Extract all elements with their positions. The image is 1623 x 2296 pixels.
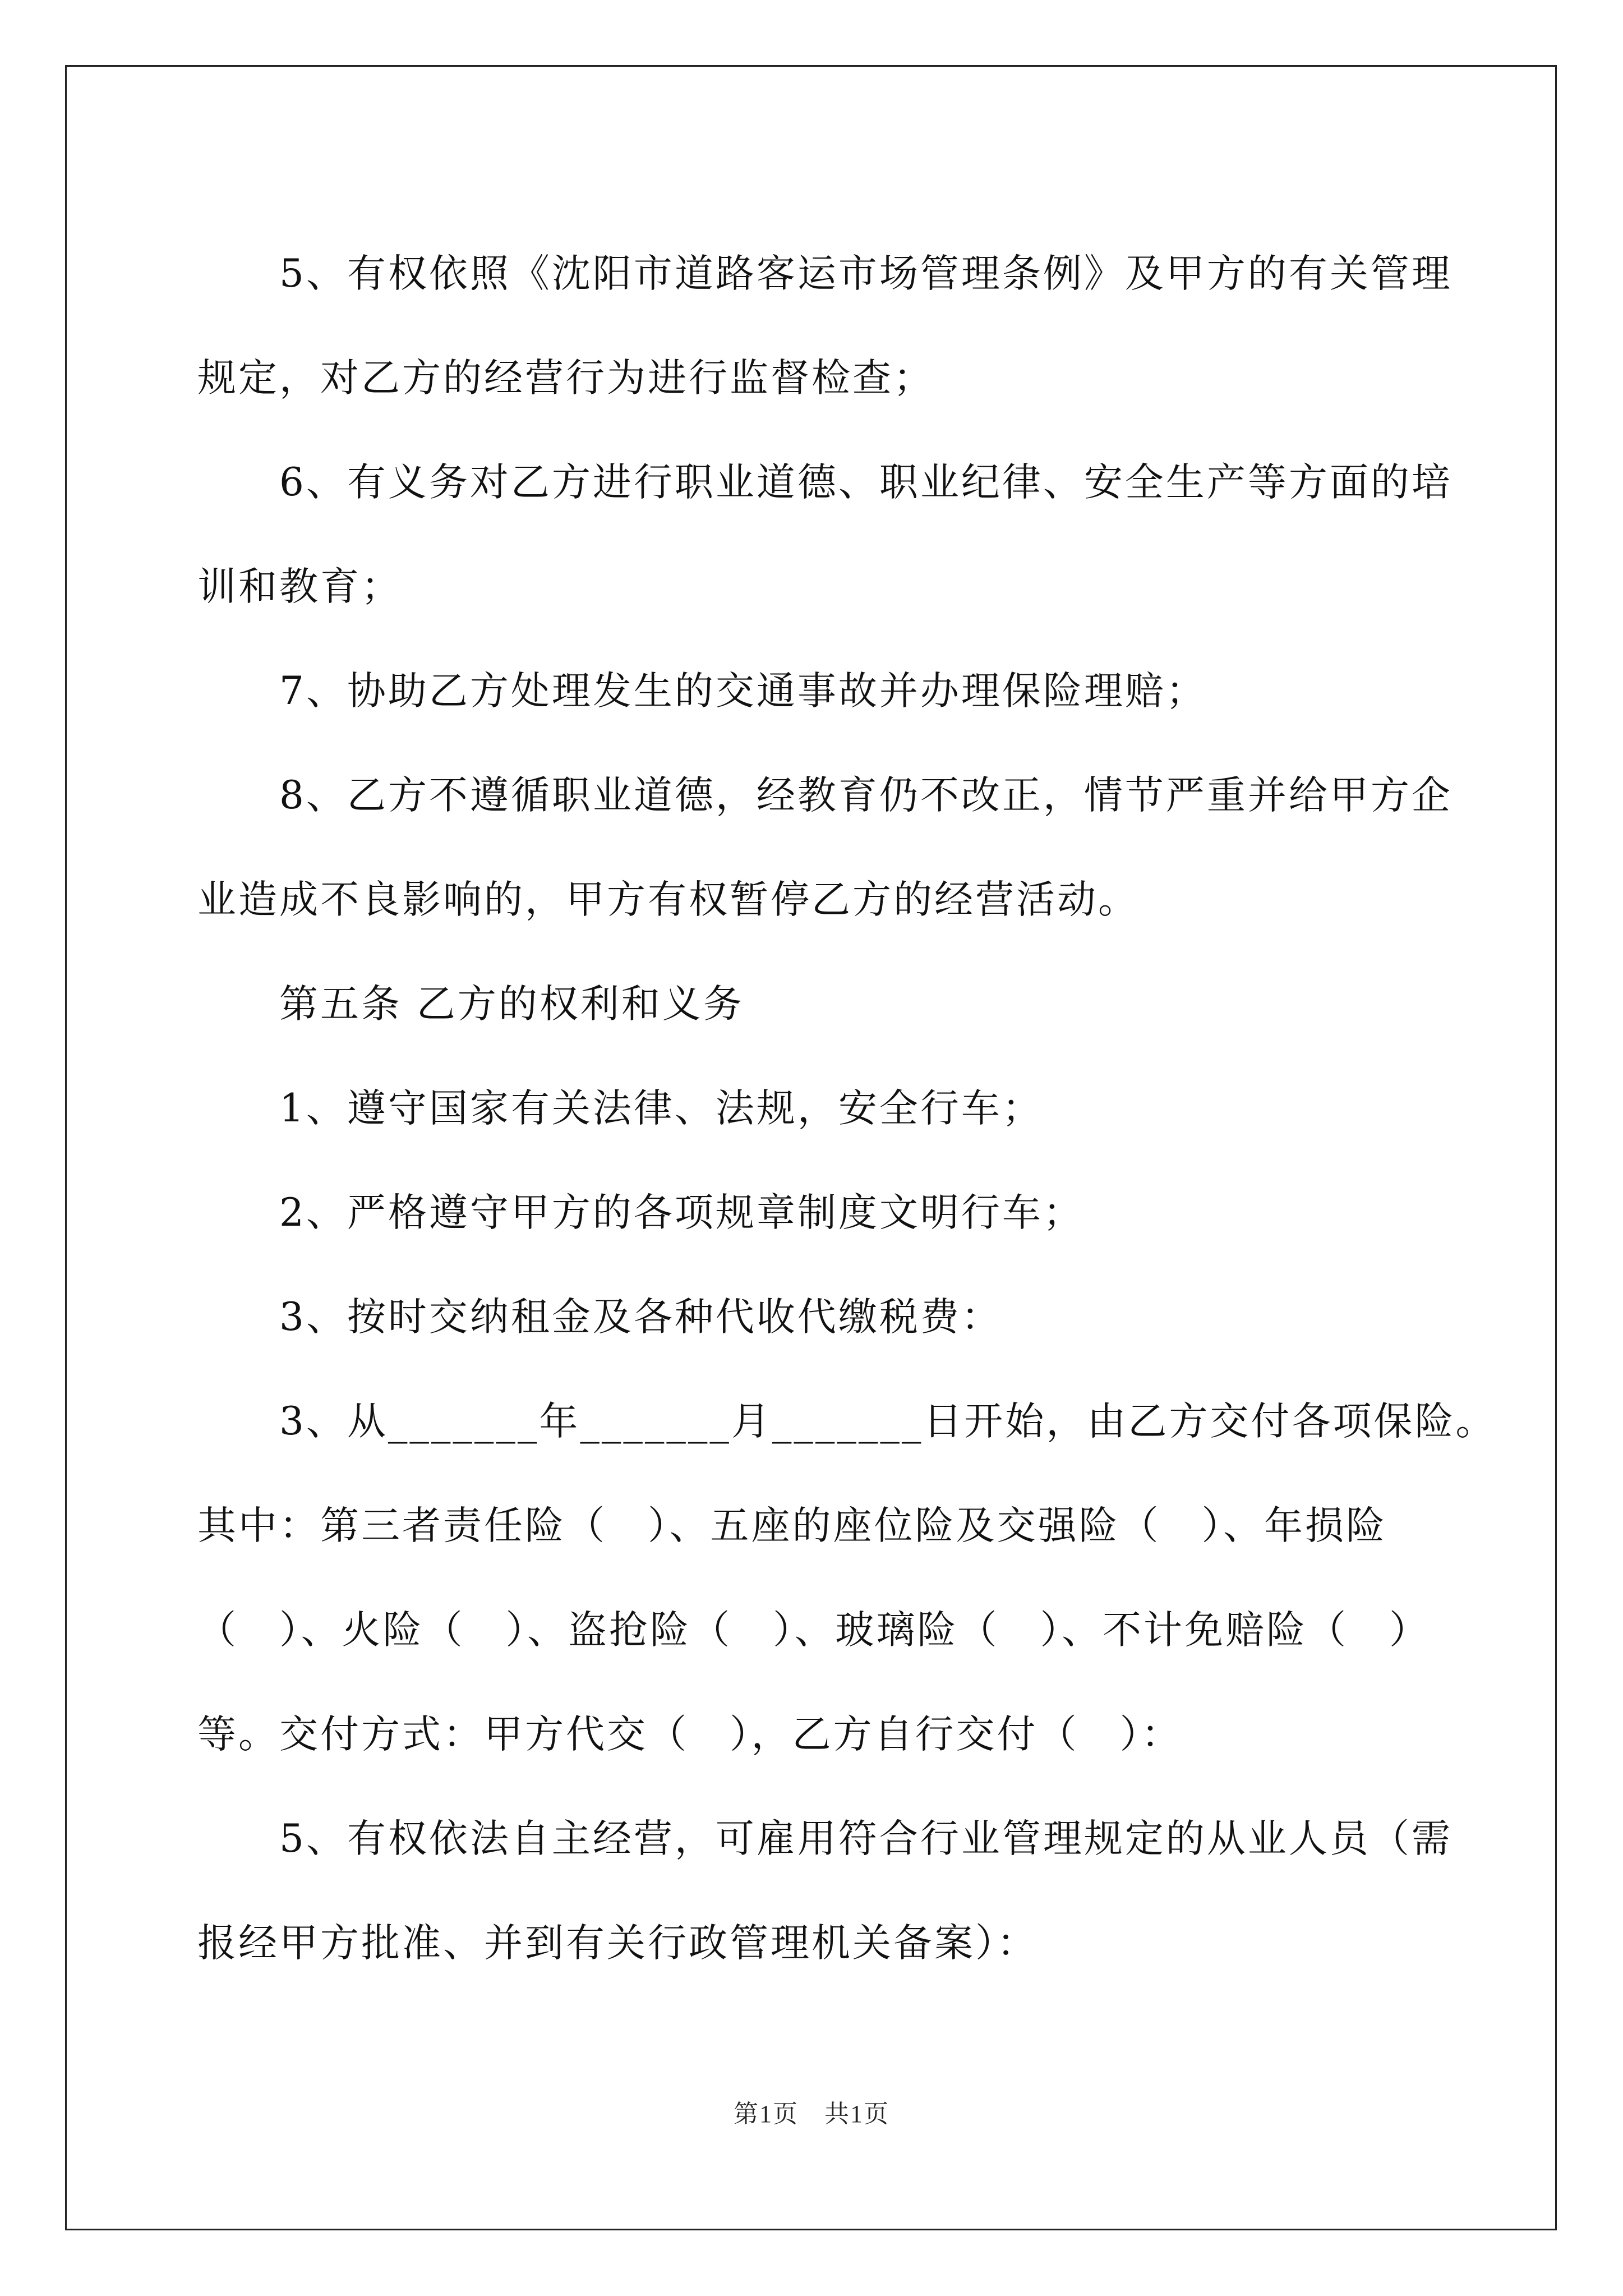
paragraph-line: 5、有权依法自主经营，可雇用符合行业管理规定的从业人员（需 (279, 1816, 1453, 1861)
paragraph-line: 7、协助乙方处理发生的交通事故并办理保险理赔； (279, 669, 1207, 714)
paragraph-line: 业造成不良影响的，甲方有权暂停乙方的经营活动。 (197, 877, 1139, 922)
paragraph-line: 3、按时交纳租金及各种代收代缴税费： (279, 1295, 1002, 1340)
page-number: 第1页 共1页 (734, 2100, 889, 2128)
paragraph-line: 1、遵守国家有关法律、法规，安全行车； (279, 1086, 1043, 1131)
paragraph-line: 3、从_______年_______月_______日开始，由乙方交付各项保险。 (279, 1399, 1497, 1444)
paragraph-line: 报经甲方批准、并到有关行政管理机关备案）： (197, 1921, 1038, 1966)
document-body (197, 222, 1497, 1995)
paragraph-line: 训和教育； (197, 564, 402, 609)
paragraph-line: 等。交付方式：甲方代交（ ），乙方自行交付（ ）： (197, 1712, 1182, 1757)
paragraph-line: （ ）、火险（ ）、盗抢险（ ）、玻璃险（ ）、不计免赔险（ ） (197, 1608, 1430, 1653)
paragraph-line: 6、有义务对乙方进行职业道德、职业纪律、安全生产等方面的培 (279, 460, 1453, 505)
section-heading: 第五条 乙方的权利和义务 (279, 982, 744, 1027)
paragraph-line: 5、有权依照《沈阳市道路客运市场管理条例》及甲方的有关管理 (279, 251, 1453, 296)
page-footer (0, 2093, 1623, 2129)
paragraph-line: 其中：第三者责任险（ ）、五座的座位险及交强险（ ）、年损险 (197, 1503, 1387, 1548)
paragraph-line: 规定，对乙方的经营行为进行监督检查； (197, 356, 934, 401)
paragraph-line: 8、乙方不遵循职业道德，经教育仍不改正，情节严重并给甲方企 (279, 773, 1453, 818)
paragraph-line: 2、严格遵守甲方的各项规章制度文明行车； (279, 1190, 1084, 1235)
